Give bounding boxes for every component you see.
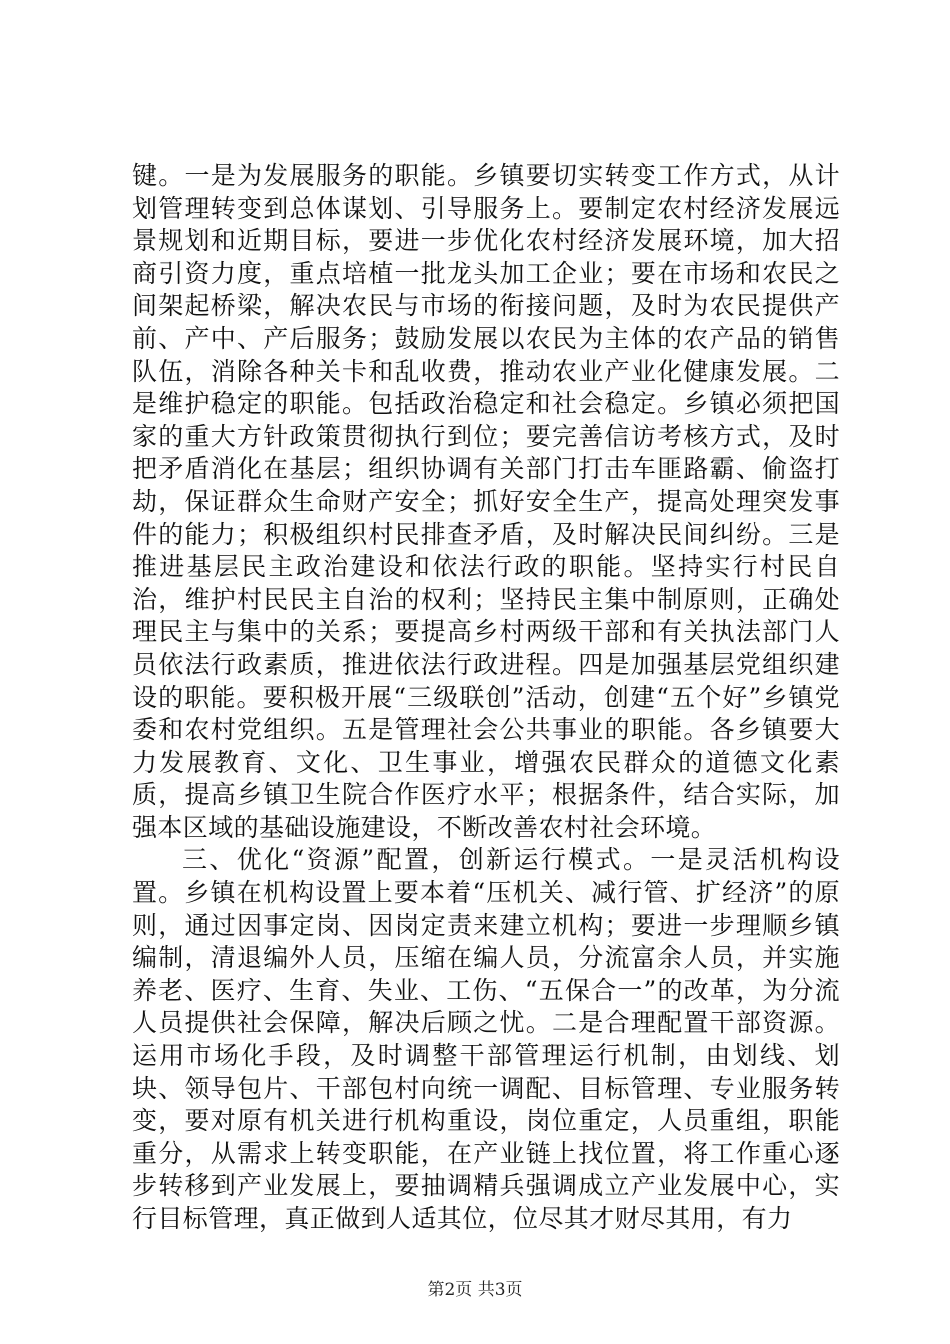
body-text [132,160,840,1236]
paragraph-functions: 键。一是为发展服务的职能。乡镇要切实转变工作方式，从计划管理转变到总体谋划、引导服务上。要制定农村经济发展远景规划和近期目标，要进一步优化农村经济发展环境，加大招商引资力度，重点培植一批龙头加工企业；要在市场和农民之间架起桥梁，解决农民与市场的衔接问题，及时为农民提供产前、产中、产后服务；鼓励发展以农民为主体的农产品的销售队伍，消除各种关卡和乱收费，推动农业产业化健康发展。二是维护稳定的职能。包括政治稳定和社会稳定。乡镇必须把国家的重大方针政策贯彻执行到位；要完善信访考核方式，及时把矛盾消化在基层；组织协调有关部门打击车匪路霸、偷盗打劫，保证群众生命财产安全；抓好安全生产，提高处理突发事件的能力；积极组织村民排查矛盾，及时解决民间纠纷。三是推进基层民主政治建设和依法行政的职能。坚持实行村民自治，维护村民民主自治的权利；坚持民主集中制原则，正确处理民主与集中的关系；要提高乡村两级干部和有关执法部门人员依法行政素质，推进依法行政进程。四是加强基层党组织建设的职能。要积极开展“三级联创”活动，创建“五个好”乡镇党委和农村党组织。五是管理社会公共事业的职能。各乡镇要大力发展教育、文化、卫生事业，增强农民群众的道德文化素质，提高乡镇卫生院合作医疗水平；根据条件，结合实际，加强本区域的基础设施建设，不断改善农村社会环境。 [132,161,840,842]
paragraph-resource-allocation: 三、优化“资源”配置，创新运行模式。一是灵活机构设置。乡镇在机构设置上要本着“压机关、减行管、扩经济”的原则，通过因事定岗、因岗定责来建立机构；要进一步理顺乡镇编制，清退编外人员，压缩在编人员，分流富余人员，并实施养老、医疗、生育、失业、工伤、“五保合一”的改革，为分流人员提供社会保障，解决后顾之忧。二是合理配置干部资源。运用市场化手段，及时调整干部管理运行机制，由划线、划块、领导包片、干部包村向统一调配、目标管理、专业服务转变，要对原有机关进行机构重设，岗位重定，人员重组，职能重分，从需求上转变职能，在产业链上找位置，将工作重心逐步转移到产业发展上，要抽调精兵强调成立产业发展中心，实行目标管理，真正做到人适其位，位尽其才财尽其用，有力 [132,845,840,1233]
page-number-footer: 第2页 共3页 [427,1280,523,1300]
